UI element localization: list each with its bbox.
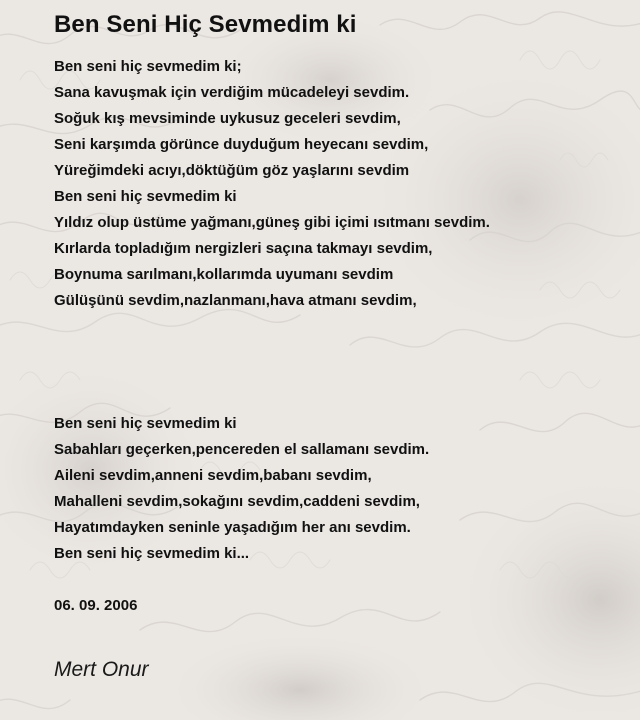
poem-line: Yüreğimdeki acıyı,döktüğüm göz yaşlarını sevdim bbox=[54, 162, 410, 179]
poem-line: Ben seni hiç sevmedim ki bbox=[54, 415, 237, 432]
poem-author: Mert Onur bbox=[54, 658, 149, 681]
poem-line: Sana kavuşmak için verdiğim mücadeleyi sevdim. bbox=[54, 84, 410, 101]
poem-line: Aileni sevdim,anneni sevdim,babanı sevdim, bbox=[54, 467, 372, 484]
poem-line: Mahalleni sevdim,sokağını sevdim,caddeni sevdim, bbox=[54, 493, 420, 510]
stanza-2 bbox=[54, 411, 429, 567]
stanza-1 bbox=[54, 54, 490, 314]
poem-date: 06. 09. 2006 bbox=[54, 597, 138, 614]
poem-line: Hayatımdayken seninle yaşadığım her anı sevdim. bbox=[54, 519, 411, 536]
poem-line: Soğuk kış mevsiminde uykusuz geceleri sevdim, bbox=[54, 110, 401, 127]
poem-line: Sabahları geçerken,pencereden el sallamanı sevdim. bbox=[54, 441, 430, 458]
poem-line: Ben seni hiç sevmedim ki bbox=[54, 188, 237, 205]
poem-line: Kırlarda topladığım nergizleri saçına takmayı sevdim, bbox=[54, 240, 433, 257]
poem-line: Seni karşımda görünce duyduğum heyecanı sevdim, bbox=[54, 136, 429, 153]
poem-title: Ben Seni Hiç Sevmedim ki bbox=[54, 11, 357, 38]
poem-line: Boynuma sarılmanı,kollarımda uyumanı sevdim bbox=[54, 266, 394, 283]
poem-line: Ben seni hiç sevmedim ki; bbox=[54, 58, 242, 75]
poem-line: Yıldız olup üstüme yağmanı,güneş gibi içimi ısıtmanı sevdim. bbox=[54, 214, 490, 231]
poem-line: Gülüşünü sevdim,nazlanmanı,hava atmanı sevdim, bbox=[54, 292, 417, 309]
poem-line: Ben seni hiç sevmedim ki... bbox=[54, 545, 250, 562]
